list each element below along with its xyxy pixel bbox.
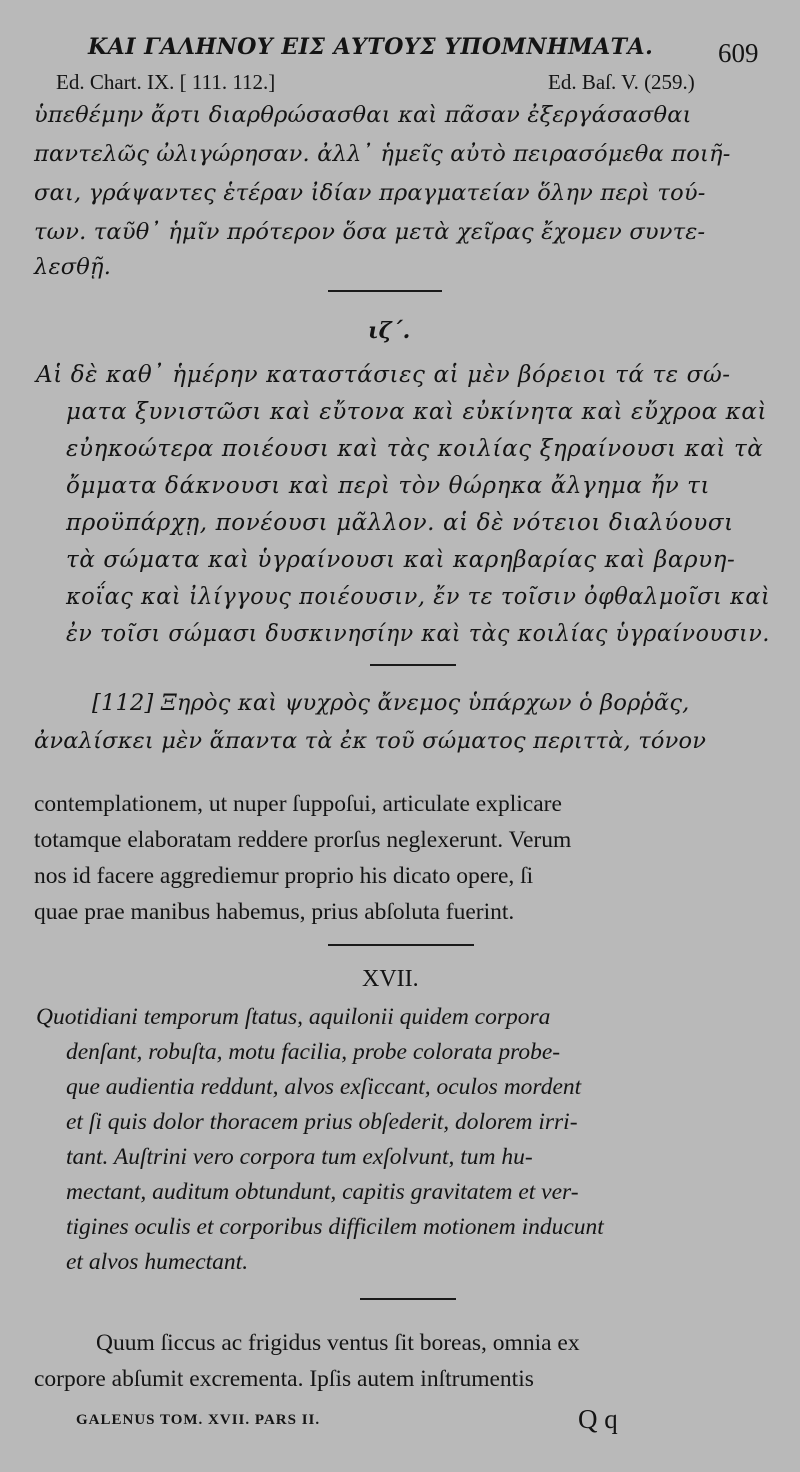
greek-section-line: εὐηκοώτερα ποιέουσι καὶ τὰς κοιλίας ξηραίνουσι καὶ τὰ (66, 436, 764, 462)
greek-intro-line: των. ταῦθ᾽ ἡμῖν πρότερον ὅσα μετὰ χεῖρας ἔχομεν συντε- (34, 219, 706, 245)
latin-section-line: tant. Auſtrini vero corpora tum exſolvunt, tum hu- (66, 1144, 533, 1170)
latin-section-line: Quotidiani temporum ſtatus, aquilonii quidem corpora (36, 1004, 551, 1030)
greek-intro-line: παντελῶς ὠλιγώρησαν. ἀλλ᾽ ἡμεῖς αὐτὸ πειρασόμεθα ποιῆ- (34, 141, 731, 167)
latin-intro-line: contemplationem, ut nuper ſuppoſui, articulate explicare (34, 791, 562, 817)
latin-intro-line: totamque elaboratam reddere prorſus neglexerunt. Verum (34, 827, 572, 853)
latin-section-line: que audientia reddunt, alvos exſiccant, oculos mordent (66, 1074, 582, 1100)
signature-mark: Q q (578, 1404, 618, 1434)
greek-section-line: τὰ σώματα καὶ ὑγραίνουσι καὶ καρηβαρίας καὶ βαρυη- (66, 547, 736, 573)
greek-section-line: ματα ξυνιστῶσι καὶ εὔτονα καὶ εὐκίνητα καὶ εὔχροα καὶ (66, 399, 768, 425)
running-title: ΚΑΙ ΓΑΛΗΝΟΥ ΕΙΣ ΑΥΤΟΥΣ ΥΠΟΜΝΗΜΑΤΑ. (88, 34, 654, 60)
greek-section-line: κοΐας καὶ ἰλίγγους ποιέουσιν, ἔν τε τοῖσιν ὀφθαλμοῖσι καὶ (66, 584, 771, 610)
edition-basel: Ed. Baſ. V. (259.) (548, 70, 695, 94)
greek-commentary-line: ἀναλίσκει μὲν ἅπαντα τὰ ἐκ τοῦ σώματος περιττὰ, τόνον (34, 728, 707, 754)
greek-commentary-line: [112] Ξηρὸς καὶ ψυχρὸς ἄνεμος ὑπάρχων ὁ βορῥᾶς, (92, 690, 690, 716)
edition-chartier: Ed. Chart. IX. [ 111. 112.] (56, 70, 276, 94)
latin-section-line: et alvos humectant. (66, 1249, 249, 1275)
latin-commentary-line: corpore abſumit excrementa. Ipſis autem inſtrumentis (34, 1366, 534, 1392)
greek-section-line: ὄμματα δάκνουσι καὶ περὶ τὸν θώρηκα ἄλγημα ἤν τι (66, 473, 711, 499)
volume-footer: GALENUS TOM. XVII. PARS II. (76, 1412, 321, 1428)
section-divider (328, 290, 442, 292)
latin-section-number: XVII. (362, 966, 419, 992)
section-divider (370, 664, 456, 666)
greek-intro-line: λεσθῇ. (34, 254, 112, 280)
latin-section-line: mectant, auditum obtundunt, capitis gravitatem et ver- (66, 1179, 579, 1205)
page-number: 609 (718, 38, 759, 68)
section-divider (328, 944, 474, 946)
greek-section-line: προϋπάρχῃ, πονέουσι μᾶλλον. αἱ δὲ νότειοι διαλύουσι (66, 510, 734, 536)
greek-intro-line: σαι, γράψαντες ἑτέραν ἰδίαν πραγματείαν ὅλην περὶ τού- (34, 180, 706, 206)
greek-section-line: ἐν τοῖσι σώμασι δυσκινησίην καὶ τὰς κοιλίας ὑγραίνουσιν. (66, 621, 770, 647)
greek-intro-line: ὑπεθέμην ἄρτι διαρθρώσασθαι καὶ πᾶσαν ἐξεργάσασθαι (34, 102, 692, 128)
latin-section-line: et ſi quis dolor thoracem prius obſederit, dolorem irri- (66, 1109, 578, 1135)
latin-section-line: denſant, robuſta, motu facilia, probe colorata probe- (66, 1039, 561, 1065)
latin-commentary-line: Quum ſiccus ac frigidus ventus ſit boreas, omnia ex (96, 1330, 580, 1356)
section-divider (360, 1298, 456, 1300)
greek-section-number: ιζ΄. (368, 318, 411, 344)
latin-section-line: tigines oculis et corporibus difficilem motionem inducunt (66, 1214, 604, 1240)
greek-section-line: Αἱ δὲ καθ᾽ ἡμέρην καταστάσιες αἱ μὲν βόρειοι τά τε σώ- (36, 362, 731, 388)
latin-intro-line: nos id facere aggrediemur proprio his dicato opere, ſi (34, 863, 534, 889)
latin-intro-line: quae prae manibus habemus, prius abſoluta fuerint. (34, 899, 515, 925)
